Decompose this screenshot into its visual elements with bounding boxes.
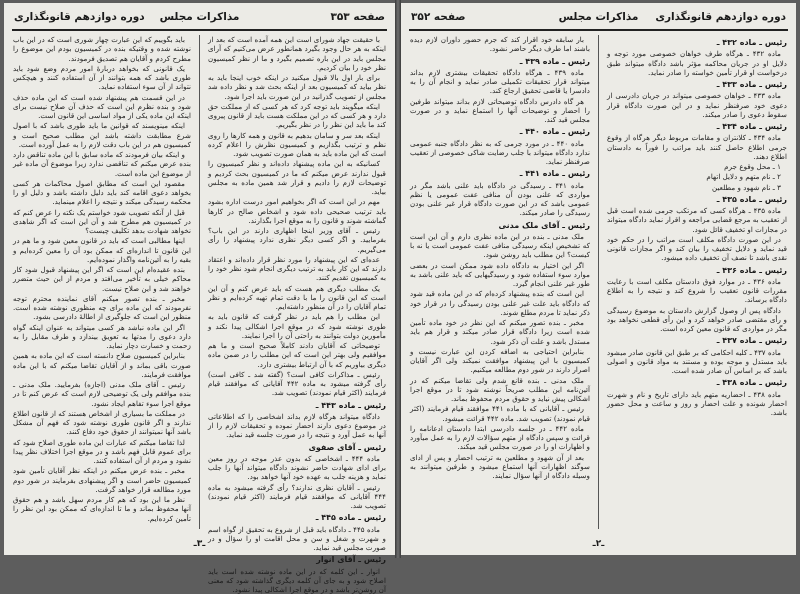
right-page-number: صفحه ۳۵۲ [411,11,466,23]
left-page-header [12,7,387,30]
paragraph: مقصود این است که مطابق اصول محاکمات هر کسی بخواهد دعوی اقامه کند باید دلیل داشته باشد و دلیل او را محکمه رسیدگی میکند و نتیجه را اعلام مینماید. [13,179,191,207]
right-page-folio: ـ۲ـ [401,539,796,549]
section-heading: رئیس ـ ماده ۴۳۲ ـ [607,38,787,47]
paragraph: ماده ۴۴۰ ـ در مورد جرمی که به نظر دادگاه جنبه عمومی ندارد دادگاه میتواند با جلب رضایت شاکی خصوصی از تعقیب صرفنظر نماید. [410,139,590,167]
paragraph: در این صورت دادگاه مکلف است مراتب را در حکم خود قید نماید و دلایل تخفیف را بیان کند و اگر مجازات قانونی نقدی باشد تا نصف آن تخفیف داده میشود. [607,235,787,263]
section-heading: رئیس ـ آقای ملک مدنی [410,221,590,230]
paragraph: عده‌ای که این پیشنهاد را مورد نظر قرار داده‌اند و اعتقاد دارند که این کار باید به ترتیب دیگری انجام شود نظر خود را به کمیسیون تقدیم کنند. [208,255,386,283]
left-page-body [13,35,386,529]
section-heading: رئیس ـ ماده ۴۳۶ ـ [607,266,787,275]
section-heading: رئیس ـ ماده ۴۳۳ ـ [607,80,787,89]
paragraph: ۲ ـ نام متهم و دلایل اتهام [607,172,787,181]
right-page-column-left [410,35,590,529]
section-heading: رئیس ـ ماده ۴۴۰ ـ [410,127,590,136]
section-heading: رئیس ـ ماده ۴۴۳ ـ [208,401,386,410]
right-page-column-right [607,35,787,529]
paragraph: ماده ۴۴۵ ـ دادگاه باید قبل از شروع به تحقیق از گواه اسم و شهرت و شغل و سن و محل اقامت او را سؤال و در صورت مجلس قید نماید. [208,525,386,553]
left-page [4,3,395,555]
paragraph: ماده ۴۳۵ ـ هرگاه کسی که مرتکب جرمی شده است قبل از تعقیب به مرجع قضایی مراجعه و اقرار نماید دادگاه میتواند در مجازات او تخفیف قائل شود. [607,206,787,234]
paragraph: این است که بنده پیشنهاد کرده‌ام که در این ماده قید شود که دادگاه باید علت غیر علنی بودن رسیدگی را در قرار خود ذکر نماید تا مردم مطلع شوند. [410,289,590,317]
paragraph: ماده ۴۴۴ ـ اشخاصی که بدون عذر موجه در روز معین برای ادای شهادت حاضر نشوند دادگاه میتواند آنها را جلب نماید و هزینه جلب به عهده خود آنها خواهد بود. [208,454,386,482]
left-session-label: دوره دوازدهم قانونگذاری [14,11,145,23]
section-heading: رئیس ـ ماده ۴۳۴ ـ [607,122,787,131]
right-session-label: دوره دوازدهم قانونگذاری [655,11,786,23]
paragraph: ماده ۴۳۷ ـ کلیه احکامی که بر طبق این قانون صادر میشود باید مستدل و موجه بوده و مستند به مواد قانون و اصولی باشد که بر اساس آن صادر شده است. [607,348,787,376]
paragraph: اگر این ماده نباشد هر کسی میتواند به عنوان اینکه گواه دارد دعوی را مدتها به تعویق بیندازد و طرف مقابل را به زحمت و خسارت دچار نماید. [13,323,191,351]
header-rule [12,30,387,31]
paragraph: بنابراین احتیاجی به اضافه کردن این عبارت نیست و کمیسیون با این پیشنهاد موافقت نمیکند ولی اگر آقایان اصرار دارند در شور دوم مطالعه میکنیم. [410,347,590,375]
paragraph: ماده ۴۴۲ ـ در جلسه دادرسی ابتدا دادستان ادعانامه را قرائت و سپس دادگاه از متهم سؤالات لازم را به عمل میآورد و اظهارات او را در صورت مجلس قید میکند. [410,424,590,452]
paragraph: مهم در این است که اگر بخواهیم امور درست اداره بشود باید ترتیب صحیحی داده شود و اشخاص صالح در کارها گماشته شوند و قانون را به موقع اجرا بگذارند. [208,197,386,225]
section-heading: رئیس ـ ماده ۴۳۸ ـ [607,378,787,387]
header-rule [409,30,788,31]
paragraph: مخبر ـ بنده تصور میکنم که این نظر در خود ماده تأمین شده است زیرا دادگاه قرار صادر میکند و قرار هم باید مستدل باشد و علت آن ذکر شود. [410,318,590,346]
section-heading: رئیس ـ آقای انوار [208,555,386,564]
left-running-title: مذاکرات مجلس [160,11,240,23]
paragraph: کسانیکه به این ماده پیشنهاد داده‌اند و نظر کمیسیون را قبول ندارند عرض میکنم که ما در کمیسیون بحث کردیم و توضیحات لازم را دادیم و قرار شد همین ماده به مجلس بیاید. [208,159,386,196]
column-divider [199,35,200,529]
left-page-number: صفحه ۳۵۳ [330,11,385,23]
paragraph: ماده ۴۳۸ ـ احضاریه متهم باید دارای تاریخ و نام و شهرت احضار شونده و علت احضار و روز و ساعت و محل حضور باشد. [607,390,787,418]
section-heading: رئیس ـ ماده ۴۴۱ ـ [410,169,590,178]
paragraph: رئیس ـ آقایانی که با ماده ۴۴۱ موافقند قیام فرمایند (اکثر قیام نمودند) تصویب شد. ماده ۴۴۲ قرائت میشود. [410,404,590,423]
paragraph: ماده ۴۳۲ ـ هرگاه طرف خواهان خصوصی مورد توجه و دلایل او در جریان محاکمه مؤثر باشد دادگاه میتواند طبق درخواست او قرار تأمین خواسته را صادر نماید. [607,49,787,77]
paragraph: اینکه بعد سر و سامان بدهیم به قانون و همه کارها را روی نظم و ترتیب بگذاریم و کمیسیون نظرش را اعلام کرده است که این ماده باید به همان صورت تصویب شود. [208,131,386,159]
paragraph: بار سابقه خود اقرار کند که جرم حضور داوران لازم دیده باشند اما طرف دیگر حاضر نشود. [410,35,590,54]
paragraph: رئیس ـ آقایان نظری ندارند؟ رأی گرفته میشود به ماده ۴۴۴ آقایانی که موافقند قیام فرمایند (اکثر قیام نمودند) تصویب شد. [208,483,386,511]
paragraph: اینکه میگویند باید توجه کرد که هر کسی که از مملکت حق دارد و هر کسی که در این مملکت هست باید از قانون پیروی کند ما باید این نظر را در نظر بگیریم. [208,102,386,130]
paragraph: توضیحاتی که آقایان دادند کاملاً صحیح است و ما هم موافقیم ولی بهتر این است که این مطلب را در ضمن ماده دیگری بیاوریم که با آن ارتباط بیشتری دارد. [208,341,386,369]
paragraph: با حقیقت جهاد شورای است این همه آمده است که بعد از اینکه به هر حال وجود بگیرد همانطور عرض می‌کنیم که آرای مجلس باید در این باره تصمیم بگیرد و ما از نظر کمیسیون نظر خود را بیان کردیم. [208,35,386,72]
section-heading: رئیس ـ ماده ۴۳۹ ـ [410,57,590,66]
paragraph: برای بار اول بالا قبول میکنید در اینکه خوب اینجا باید به نظر بیاید که کمیسیون بعد از اینکه بحث شد و نظر داده شد مجلس از تصویب گذرانید در این صورت باید اجرا شود. [208,73,386,101]
paragraph: رئیس ـ آقای وزیر اینجا اظهاری دارند در این باب؟ بفرمایید. و اگر کسی دیگر نظری ندارد پیشنهاد را رأی می‌گیریم. [208,226,386,254]
left-page-column-right [208,35,386,529]
paragraph: ۱ ـ محل وقوع جرم [607,162,787,171]
section-heading: رئیس ـ ماده ۴۴۵ ـ [208,513,386,522]
column-divider [598,35,599,529]
paragraph: لذا تقاضا میکنم که عبارات این ماده طوری اصلاح شود که برای عموم قابل فهم باشد و در موقع اجرا اختلاف نظر پیدا نشود و مردم از آن استفاده کنند. [13,438,191,466]
paragraph: مخبر ـ بنده عرض میکنم در اینکه نظر آقایان تأمین شود کمیسیون حاضر است و اگر پیشنهادی بفرمایند در شور دوم مورد مطالعه قرار خواهد گرفت. [13,466,191,494]
paragraph: باید بگوییم که این عبارت چهار شوری است که در این باب نوشته شده و وقتیکه بنده در کمیسیون بودم این موضوع را مطرح کردم و آقایان هم تصدیق فرمودند. [13,35,191,63]
paragraph: در مملکت ما بسیاری از اشخاص هستند که از قانون اطلاع ندارند و اگر قانون طوری نوشته شود که فهم آن مشکل باشد آنها نمیتوانند از حقوق خود دفاع کنند. [13,409,191,437]
paragraph: ماده ۴۳۶ ـ در موارد فوق دادستان مکلف است با رعایت مقررات قانون تعقیب را شروع کند و نتیجه را به اطلاع دادگاه برساند. [607,277,787,305]
paragraph: ماده ۴۳۴ ـ کلانتران و مقامات مربوط دیگر هرگاه از وقوع جرمی اطلاع حاصل کنند باید مراتب را فوراً به دادستان اطلاع دهند. [607,133,787,161]
paragraph: ملک مدنی ـ بنده در این ماده نظری دارم و آن این است که تشخیص اینکه رسیدگی منافی عفت عمومی است یا نه با کیست؟ این مطلب باید روشن شود. [410,232,590,260]
paragraph: ماده ۴۳۳ ـ خواهان خصوصی میتواند در جریان دادرسی از دعوی خود صرفنظر نماید و در این صورت دادگاه قرار سقوط دعوی را صادر میکند. [607,91,787,119]
paragraph: ۳ ـ نام شهود و مطلعین [607,183,787,192]
paragraph: و اینکه بیان فرمودند که ماده سابق با این ماده تناقض دارد بنده عرض میکنم که تناقضی ندارد زیرا موضوع آن ماده غیر از موضوع این ماده است. [13,150,191,178]
left-page-folio: ـ۳ـ [4,539,395,549]
paragraph: یک مطلب دیگری هم هست که باید عرض کنم و آن این است که این قانون را ما با دقت تمام تهیه کرده‌ایم و نظر تمام آقایان را در آن منظور داشته‌ایم. [208,284,386,312]
section-heading: رئیس ـ ماده ۴۳۷ ـ [607,336,787,345]
paragraph: دادگاه میتواند هرگاه لازم بداند اشخاصی را که اطلاعاتی در موضوع دعوی دارند احضار نموده و تحقیقات لازم را از آنها به عمل آورد و نتیجه را در صورت جلسه قید نماید. [208,412,386,440]
paragraph: ماده ۴۴۱ ـ رسیدگی در دادگاه باید علنی باشد مگر در مواردی که علنی بودن آن منافی عفت عمومی یا نظم عمومی باشد که در این صورت دادگاه قرار غیر علنی بودن رسیدگی را صادر میکند. [410,181,590,218]
paragraph: قبل از آنکه تصویب شود خواستم یک نکته را عرض کنم که در کمیسیون هم مطرح شد و آن این است که اگر شاهدی نخواهد شهادت بدهد تکلیف چیست؟ [13,208,191,236]
section-heading: رئیس ـ آقای صفوی [208,443,386,452]
paragraph: رئیس ـ مذاکرات کافی است؟ (گفته شد ـ کافی است) رأی گرفته میشود به ماده ۴۴۲ آقایانی که موافقند قیام فرمایند (اکثر قیام نمودند) تصویب شد. [208,370,386,398]
section-heading: رئیس ـ ماده ۴۳۵ ـ [607,195,787,204]
paragraph: اینکه مینویسند که قوانین ما باید طوری باشد که با اصول شرع مطابقت داشته باشد این مطلب صحیح است و کمیسیون هم در این باب دقت لازم را به عمل آورده است. [13,121,191,149]
right-page-header [409,7,788,30]
paragraph: یک قانونی که بخواهد دربارهٔ امور مردم وضع شود باید طوری باشد که همه بتوانند از آن استفاده کنند و هیچکس نتواند از آن سوء استفاده نماید. [13,64,191,92]
paragraph: نظر ما این بود که هم کار مردم سهل باشد و هم حقوق آنها محفوظ بماند و ما تا اندازه‌ای که ممکن بود این نظر را تأمین کرده‌ایم. [13,495,191,523]
paragraph: هر گاه دادرس دادگاه توضیحاتی لازم بداند میتواند طرفین را احضار و توضیحات آنها را استماع نماید و در صورت مجلس قید کند. [410,97,590,125]
paragraph: اگر این اختیار به دادگاه داده شود ممکن است در بعضی موارد سوء استفاده شود و رسیدگیهایی که باید علنی باشد به طور غیر علنی انجام گیرد. [410,261,590,289]
paragraph: اینها مطالبی است که باید در قانون معین شود و ما هم در این قانون تا اندازه‌ای که ممکن بود آن را معین کرده‌ایم و بقیه را به آئین‌نامه واگذار نموده‌ایم. [13,236,191,264]
right-running-title: مذاکرات مجلس [559,11,639,23]
right-page-body [410,35,787,529]
paragraph: انوار ـ این کلمه که در این ماده نوشته شده است باید اصلاح شود و به جای آن کلمه دیگری گذاشته شود که معنی آن روشن‌تر باشد و در موقع اجرا اشکالی پیدا نشود. [208,567,386,594]
paragraph: مخبر ـ بنده تصور میکنم آقای نماینده محترم توجه نفرمودند که این ماده برای چه منظوری نوشته شده است. منظور این است که جلوگیری از اطالهٔ دادرسی بشود. [13,294,191,322]
paragraph: در این قسمت هم پیشنهاد شده است که این ماده حذف شود و بنده نظرم این است که حذف آن صلاح نیست برای اینکه این ماده یکی از مواد اساسی این قانون است. [13,93,191,121]
paragraph: دادگاه پس از وصول گزارش دادستان به موضوع رسیدگی و رأی مقتضی صادر خواهد کرد و این رأی قطعی نخواهد بود مگر در مواردی که قانون معین کرده است. [607,306,787,334]
paragraph: این مطلب را هم باید در نظر گرفت که قانون باید به طوری نوشته شود که در موقع اجرا اشکالی پیدا نکند و مأمورین دولت بتوانند به راحتی آن را اجرا نمایند. [208,312,386,340]
right-page [401,3,796,555]
paragraph: بنده عقیده‌ام این است که اگر این پیشنهاد قبول شود کار محاکم خیلی به تأخیر می‌افتد و مردم از این حیث متضرر خواهند شد و این صلاح نیست. [13,265,191,293]
left-page-column-left [13,35,191,529]
paragraph: ملک مدنی ـ بنده قانع شدم ولی تقاضا میکنم که در آئین‌نامه این مطلب صریحاً نوشته شود تا در موقع اجرا اشکالی پیش نیاید و حقوق مردم محفوظ بماند. [410,376,590,404]
paragraph: بنابراین کمیسیون صلاح دانسته است که این ماده به همین صورت باقی بماند و از آقایان تقاضا میکنم که با این ماده موافقت فرمایند. [13,351,191,379]
paragraph: رئیس ـ آقای ملک مدنی (اجازه) بفرمایید. ملک مدنی ـ بنده موافقم ولی یک توضیحی لازم است که عرض کنم تا در موقع اجرا سوء تفاهم ایجاد نشود. [13,380,191,408]
paragraph: بعد از آن شهود و مطلعین به ترتیب احضار و پس از ادای سوگند اظهارات آنها استماع میشود و طرفین میتوانند به وسیله دادگاه از آنها سؤال نمایند. [410,453,590,481]
paragraph: ماده ۴۳۹ ـ هرگاه دادگاه تحقیقات بیشتری لازم بداند میتواند قرار تحقیقات تکمیلی صادر نماید و انجام آن را به دادسرا یا قاضی تحقیق ارجاع کند. [410,68,590,96]
